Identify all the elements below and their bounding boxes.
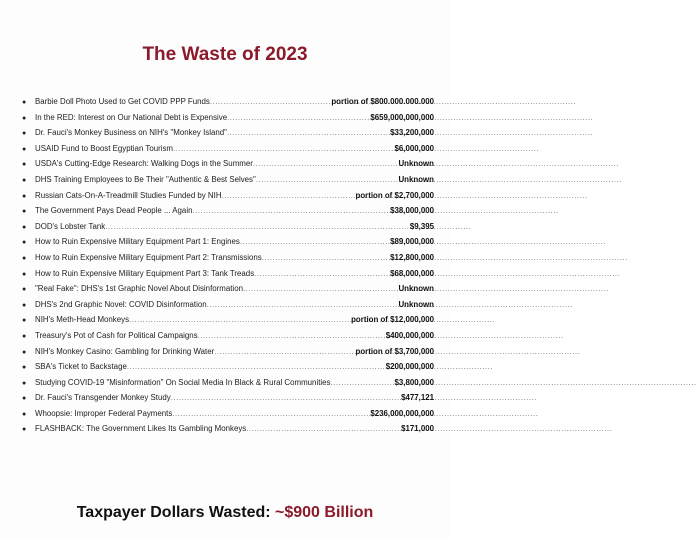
- list-item: [22, 284, 434, 300]
- dot-leader: [240, 237, 390, 246]
- item-value: $68,000,000: [390, 268, 434, 278]
- item-label: In the RED: Interest on Our National Debt is Expensive: [35, 112, 228, 122]
- bullet-icon: ●: [22, 364, 27, 372]
- item-value: portion of $3,700,000: [355, 346, 434, 356]
- item-label: Barbie Doll Photo Used to Get COVID PPP Funds: [35, 97, 210, 106]
- bullet-icon: ●: [22, 395, 27, 403]
- dot-leader: [222, 191, 356, 200]
- dot-leader: [256, 175, 399, 184]
- item-value: $400,000,000: [385, 330, 434, 340]
- dot-leader: [171, 393, 401, 402]
- list-item: [22, 315, 434, 331]
- item-label: How to Ruin Expensive Military Equipment Part 3: Tank Treads: [35, 268, 255, 278]
- bullet-icon: ●: [22, 130, 27, 138]
- item-value: $171,000: [401, 424, 434, 434]
- bullet-icon: ●: [22, 99, 27, 106]
- item-value: $3,800,000: [394, 377, 434, 387]
- item-label: USDA's Cutting-Edge Research: Walking Dogs in the Summer: [35, 159, 253, 169]
- item-value: portion of $12,000,000: [351, 315, 434, 325]
- dot-leader: [198, 331, 386, 340]
- item-value: portion of $2,700,000: [355, 190, 434, 200]
- item-value: $33,200,000: [390, 128, 434, 138]
- item-label: Studying COVID-19 "Misinformation" On Social Media In Black & Rural Communities: [35, 377, 331, 387]
- total-label: Taxpayer Dollars Wasted:: [76, 504, 271, 521]
- item-label: Dr. Fauci's Transgender Monkey Study: [35, 393, 171, 403]
- dot-leader: [172, 409, 370, 418]
- list-item: [22, 128, 434, 144]
- item-label: How to Ruin Expensive Military Equipment Part 1: Engines: [35, 237, 240, 247]
- page-title: The Waste of 2023: [142, 44, 308, 65]
- dot-leader: [207, 300, 399, 309]
- bullet-icon: ●: [22, 114, 27, 122]
- item-value: Unknown: [398, 174, 434, 184]
- bullet-icon: ●: [22, 301, 27, 309]
- item-value: Unknown: [398, 284, 434, 294]
- list-item: [22, 409, 434, 425]
- list-item: [22, 175, 434, 191]
- item-label: Treasury's Pot of Cash for Political Campaigns: [35, 330, 198, 340]
- list-item: [22, 424, 434, 440]
- bullet-icon: ●: [22, 270, 27, 278]
- item-value: Unknown: [398, 299, 434, 309]
- dot-leader: [129, 315, 351, 324]
- bullet-icon: ●: [22, 176, 27, 184]
- dot-leader: [246, 424, 401, 433]
- list-item: [22, 347, 434, 363]
- item-value: $236,000,000,000: [370, 408, 434, 418]
- item-label: Russian Cats-On-A-Treadmill Studies Funded by NIH: [35, 190, 222, 200]
- bullet-icon: ●: [22, 332, 27, 340]
- item-value: $38,000,000: [390, 206, 434, 216]
- list-item: [22, 159, 434, 175]
- list-item: [22, 97, 434, 113]
- item-label: NIH's Meth-Head Monkeys: [35, 315, 130, 325]
- bullet-icon: ●: [22, 145, 27, 153]
- dot-leader: [227, 128, 390, 137]
- dot-leader: [210, 97, 332, 106]
- bullet-icon: ●: [22, 239, 27, 247]
- dot-leader: [127, 362, 386, 371]
- bullet-icon: ●: [22, 223, 27, 231]
- dot-leader: [192, 206, 390, 215]
- total-amount: ~$900 Billion: [275, 504, 374, 521]
- dot-leader: [253, 159, 399, 168]
- dot-leader: [330, 378, 394, 387]
- bullet-icon: ●: [22, 208, 27, 216]
- item-label: DHS Training Employees to Be Their "Authentic & Best Selves": [35, 174, 256, 184]
- bullet-icon: ●: [22, 410, 27, 418]
- item-label: Whoopsie: Improper Federal Payments: [35, 408, 173, 418]
- item-value: $477,121: [401, 393, 434, 403]
- item-label: NIH's Monkey Casino: Gambling for Drinking Water: [35, 346, 215, 356]
- item-label: USAID Fund to Boost Egyptian Tourism: [35, 143, 174, 153]
- bullet-icon: ●: [22, 348, 27, 356]
- item-value: $200,000,000: [385, 362, 434, 372]
- bullet-icon: ●: [22, 286, 27, 294]
- list-item: [22, 393, 434, 409]
- list-item: [22, 378, 434, 394]
- item-label: "Real Fake": DHS's 1st Graphic Novel About Disinformation: [35, 284, 243, 294]
- bullet-icon: ●: [22, 192, 27, 200]
- item-label: How to Ruin Expensive Military Equipment Part 2: Transmissions: [35, 252, 262, 262]
- bullet-icon: ●: [22, 254, 27, 262]
- item-label: The Government Pays Dead People ... Again: [35, 206, 193, 216]
- item-value: Unknown: [398, 159, 434, 169]
- list-item: [22, 113, 434, 129]
- list-item: [22, 269, 434, 285]
- item-label: FLASHBACK: The Government Likes Its Gambling Monkeys: [35, 424, 247, 434]
- item-value: portion of $800.000.000.000: [331, 97, 434, 106]
- bullet-icon: ●: [22, 379, 27, 387]
- dot-leader: [262, 253, 390, 262]
- item-value: $6,000,000: [394, 143, 434, 153]
- dot-leader: [227, 113, 370, 122]
- list-item: [22, 362, 434, 378]
- list-item: [22, 253, 434, 269]
- item-label: SBA's Ticket to Backstage: [35, 362, 127, 372]
- item-label: DHS's 2nd Graphic Novel: COVID Disinformation: [35, 299, 207, 309]
- bullet-icon: ●: [22, 426, 27, 434]
- list-item: [22, 237, 434, 253]
- list-item: [22, 144, 434, 160]
- list-item: [22, 222, 434, 238]
- dot-leader: [173, 144, 394, 153]
- item-value: $659,000,000,000: [370, 112, 434, 122]
- total-summary: [0, 504, 450, 522]
- item-label: DOD's Lobster Tank: [35, 221, 106, 231]
- dot-leader: [105, 222, 410, 231]
- dot-leader: [214, 347, 355, 356]
- bullet-icon: ●: [22, 317, 27, 325]
- dot-leader: [243, 284, 399, 293]
- bullet-icon: ●: [22, 161, 27, 169]
- list-item: [22, 331, 434, 347]
- item-value: $9,395: [409, 221, 434, 231]
- item-label: Dr. Fauci's Monkey Business on NIH's "Monkey Island": [35, 128, 227, 138]
- list-item: [22, 300, 434, 316]
- waste-list: [22, 97, 434, 440]
- list-item: [22, 206, 434, 222]
- dot-leader: [254, 269, 390, 278]
- list-item: [22, 191, 434, 207]
- item-value: $12,800,000: [390, 252, 434, 262]
- item-value: $89,000,000: [390, 237, 434, 247]
